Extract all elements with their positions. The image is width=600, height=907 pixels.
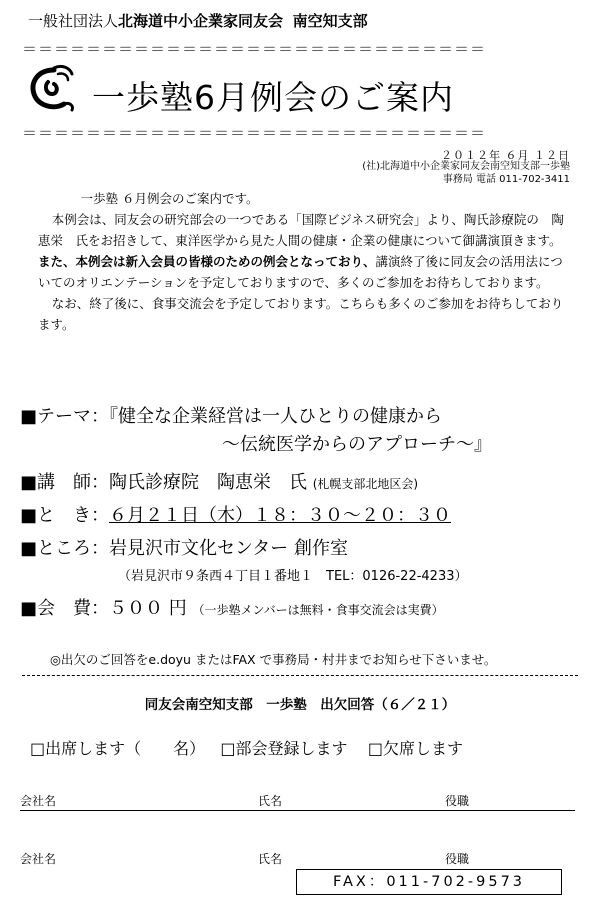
fee-label: ■会 費：: [20, 598, 110, 619]
theme-line1: 『健全な企業経営は一人ひとりの健康から: [109, 406, 443, 427]
attend-checkbox[interactable]: □出席します（ 名）: [30, 739, 206, 758]
fee-row: [20, 594, 444, 620]
org-branch: 南空知支部: [292, 12, 368, 30]
name-label: 氏名: [258, 794, 283, 808]
organization-header: [28, 10, 368, 31]
body-paragraph-dinner: なお、終了後に、食事交流会を予定しております。こちらも多くのご参加をお待ちしております。: [38, 296, 564, 332]
theme-line2: ～伝統医学からのアプローチ～』: [222, 434, 492, 455]
sender-block: [362, 160, 570, 186]
place-label: ■ところ：: [20, 538, 110, 559]
place-row: [20, 534, 348, 560]
double-rule-bottom: ＝＝＝＝＝＝＝＝＝＝＝＝＝＝＝＝＝＝＝＝＝＝＝＝＝＝＝＝＝: [22, 124, 487, 142]
lecturer-label: ■講 師：: [20, 472, 110, 493]
org-name: 北海道中小企業家同友会: [118, 12, 284, 30]
fee-value: ５００ 円: [109, 598, 187, 619]
register-checkbox[interactable]: □部会登録します: [220, 739, 348, 758]
position-label: 役職: [445, 794, 470, 808]
body-main-part2: 講演終了後に同友会の活用法についてのオリエンテーションを予定しておりますので、多くのご参加をお待ちしております。: [38, 254, 563, 290]
sender-phone: 事務局 電話 011-702-3411: [442, 174, 570, 185]
reply-form-title: 同友会南空知支部 一歩塾 出欠回答（６／２１）: [144, 697, 456, 713]
position-label: 役職: [445, 852, 470, 866]
issue-date: ２０１２年 ６月 １２日: [441, 149, 570, 162]
body-main-part1: 本例会は、同友会の研究部会の一つである「国際ビジネス研究会」より、陶氏診療院の 陶恵栄 氏をお招きして、東洋医学から見た人間の健康・企業の健康について御講演頂きます。: [38, 212, 564, 248]
lecturer-value: 陶氏診療院 陶恵栄 氏: [109, 472, 308, 493]
place-address: （岩見沢市９条西４丁目１番地１ TEL：0126-22-4233）: [118, 569, 468, 584]
body-paragraph-main: [38, 209, 568, 293]
time-value: ６月２１日（木）１８：３０～２０：３０: [109, 505, 452, 526]
swirl-logo-icon: [24, 62, 80, 114]
time-row: [20, 501, 451, 527]
theme-row: [20, 402, 442, 428]
cut-line: [22, 675, 578, 676]
body-paragraph-intro: 一歩塾 ６月例会のご案内です。: [80, 191, 259, 206]
time-label: ■と き：: [20, 505, 110, 526]
body-main-emphasis: また、本例会は新入会員の皆様のための例会となっており、: [38, 254, 376, 269]
double-rule-top: ＝＝＝＝＝＝＝＝＝＝＝＝＝＝＝＝＝＝＝＝＝＝＝＝＝＝＝＝＝: [22, 40, 487, 58]
place-value: 岩見沢市文化センター 創作室: [109, 538, 349, 559]
company-label: 会社名: [20, 794, 57, 808]
lecturer-note: (札幌支部北地区会): [312, 477, 419, 491]
reply-instructions: ◎出欠のご回答をe.doyu またはFAX で事務局・村井までお知らせ下さいませ。: [50, 652, 497, 667]
absent-checkbox[interactable]: □欠席します: [367, 739, 463, 758]
theme-label: ■テーマ：: [20, 406, 110, 427]
org-prefix: 一般社団法人: [28, 12, 119, 30]
attendance-options: [30, 736, 463, 759]
reply-field-row[interactable]: [20, 850, 575, 868]
body-text: [38, 188, 568, 335]
sender-organization: (社)北海道中小企業家同友会南空知支部一歩塾: [362, 161, 570, 172]
page-title: 一歩塾6月例会のご案内: [92, 78, 454, 117]
fax-number-box: FAX：011-702-9573: [296, 869, 562, 895]
reply-field-row[interactable]: [20, 792, 575, 811]
fee-note: （一歩塾メンバーは無料・食事交流会は実費）: [192, 603, 444, 617]
name-label: 氏名: [258, 852, 283, 866]
lecturer-row: [20, 468, 418, 494]
company-label: 会社名: [20, 852, 57, 866]
